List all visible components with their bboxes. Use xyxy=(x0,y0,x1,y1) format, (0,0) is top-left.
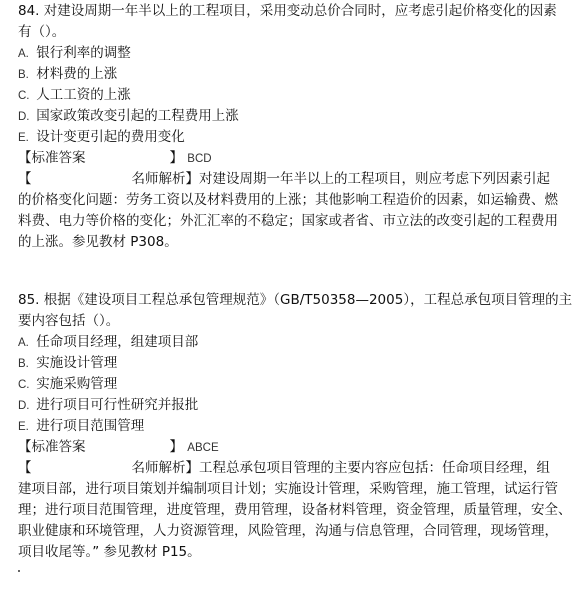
option-letter: A. xyxy=(18,48,29,60)
analysis-line-2: 的价格变化问题：劳务工资以及材料费用的上涨；其他影响工程造价的因素，如运输费、燃 xyxy=(18,192,558,208)
option-e xyxy=(18,416,574,437)
option-d xyxy=(18,395,574,416)
option-text: 国家政策改变引起的工程费用上涨 xyxy=(36,108,239,124)
option-a xyxy=(18,332,574,353)
option-letter: B. xyxy=(18,358,29,370)
question-85 xyxy=(18,290,574,563)
answer-label-open: 【标准答案 xyxy=(18,439,86,455)
analysis-text: 工程总承包项目管理的主要内容应包括：任命项目经理，组 xyxy=(199,460,550,476)
analysis-line-1 xyxy=(18,458,574,479)
option-c xyxy=(18,374,574,395)
option-letter: C. xyxy=(18,379,30,391)
analysis-line-3: 料费、电力等价格的变化；外汇汇率的不稳定；国家或者省、市立法的改变引起的工程费用 xyxy=(18,213,558,229)
answer-value: ABCE xyxy=(187,442,219,454)
question-stem-line-1: 84. 对建设周期一年半以上的工程项目，采用变动总价合同时，应考虑引起价格变化的因素 xyxy=(18,3,557,19)
analysis-line-3: 理；进行项目范围管理，进度管理，费用管理，设备材料管理，资金管理，质量管理，安全、 xyxy=(18,502,572,518)
answer-label-close: 】 xyxy=(169,439,183,455)
option-text: 实施设计管理 xyxy=(36,355,118,371)
option-letter: A. xyxy=(18,337,29,349)
option-b xyxy=(18,64,574,85)
option-text: 人工工资的上涨 xyxy=(36,87,131,103)
option-letter: D. xyxy=(18,400,30,412)
standard-answer xyxy=(18,148,574,169)
standard-answer xyxy=(18,437,574,458)
analysis-line-2: 建项目部，进行项目策划并编制项目计划；实施设计管理，采购管理，施工管理，试运行管 xyxy=(18,481,558,497)
analysis-line-4: 的上涨。参见教材 P308。 xyxy=(18,234,178,250)
analysis-open: 【 xyxy=(18,171,32,187)
option-b xyxy=(18,353,574,374)
option-c xyxy=(18,85,574,106)
option-d xyxy=(18,106,574,127)
option-text: 进行项目范围管理 xyxy=(36,418,145,434)
answer-label-open: 【标准答案 xyxy=(18,150,86,166)
option-text: 材料费的上涨 xyxy=(36,66,118,82)
option-text: 任命项目经理，组建项目部 xyxy=(36,334,199,350)
option-text: 进行项目可行性研究并报批 xyxy=(36,397,199,413)
scan-speck xyxy=(18,570,20,572)
option-text: 实施采购管理 xyxy=(36,376,118,392)
question-84 xyxy=(18,1,574,253)
analysis-open: 【 xyxy=(18,460,32,476)
analysis-line-5: 项目收尾等。” 参见教材 P15。 xyxy=(18,544,201,560)
analysis-line-1 xyxy=(18,169,574,190)
question-stem-line-1: 85. 根据《建设项目工程总承包管理规范》（GB/T50358—2005），工程总承包项目管理的主 xyxy=(18,292,573,308)
option-letter: D. xyxy=(18,111,30,123)
option-text: 设计变更引起的费用变化 xyxy=(36,129,185,145)
analysis-text: 对建设周期一年半以上的工程项目，则应考虑下列因素引起 xyxy=(199,171,550,187)
option-letter: E. xyxy=(18,132,29,144)
answer-value: BCD xyxy=(187,153,212,165)
question-stem-line-2: 要内容包括（）。 xyxy=(18,313,120,329)
option-a xyxy=(18,43,574,64)
analysis-label: 名师解析】 xyxy=(131,460,199,476)
question-stem-line-2: 有（）。 xyxy=(18,24,66,40)
analysis-line-4: 职业健康和环境管理，人力资源管理，风险管理，沟通与信息管理，合同管理，现场管理， xyxy=(18,523,558,539)
option-letter: E. xyxy=(18,421,29,433)
option-letter: C. xyxy=(18,90,30,102)
option-letter: B. xyxy=(18,69,29,81)
answer-label-close: 】 xyxy=(169,150,183,166)
option-e xyxy=(18,127,574,148)
option-text: 银行利率的调整 xyxy=(36,45,131,61)
analysis-label: 名师解析】 xyxy=(131,171,199,187)
